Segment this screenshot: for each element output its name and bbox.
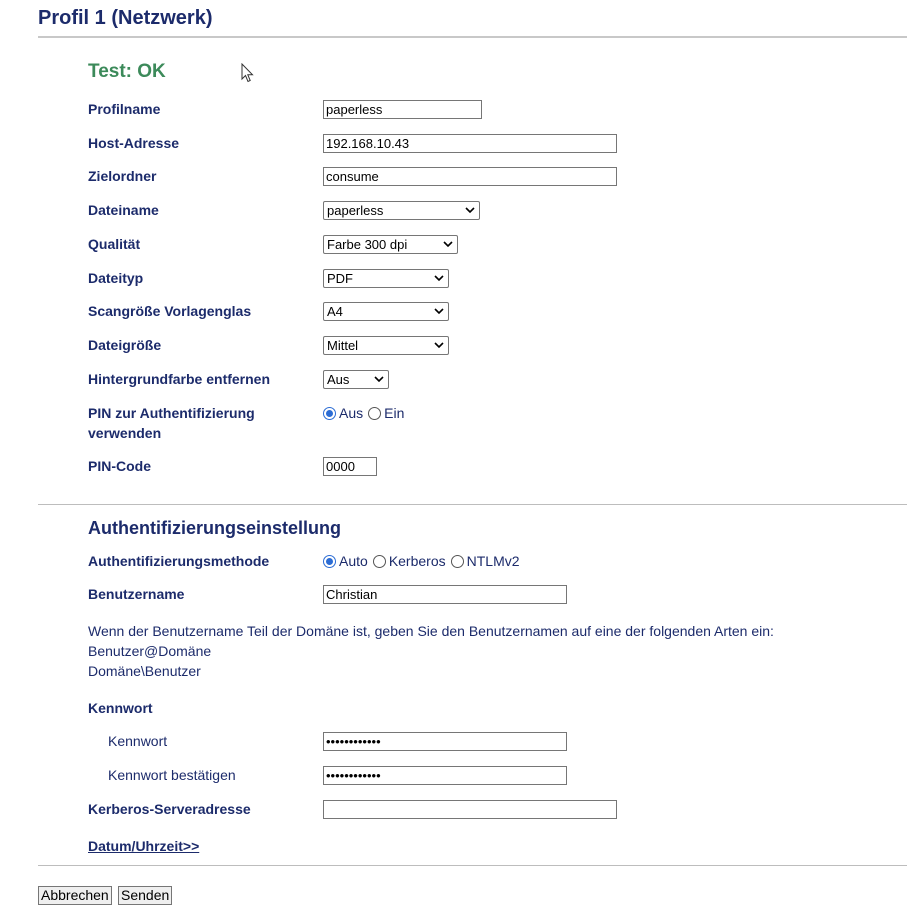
- dateiname-label: Dateiname: [88, 202, 159, 218]
- datum-uhrzeit-link[interactable]: Datum/Uhrzeit>>: [88, 838, 200, 854]
- cancel-button[interactable]: Abbrechen: [38, 886, 112, 905]
- kennwort-bestaetigen-label: Kennwort bestätigen: [108, 767, 236, 783]
- auth-method-option-kerberos-label: Kerberos: [388, 553, 446, 569]
- kennwort-input[interactable]: [323, 732, 567, 751]
- pin-auth-option-aus[interactable]: [323, 403, 363, 423]
- pin-code-label: PIN-Code: [88, 458, 151, 474]
- chevron-down-icon: [434, 342, 444, 349]
- chevron-down-icon: [465, 207, 475, 214]
- section-divider: [38, 504, 907, 505]
- pin-auth-radio-group: [323, 403, 409, 423]
- benutzername-label: Benutzername: [88, 586, 185, 602]
- zielordner-input[interactable]: [323, 167, 617, 186]
- radio-selected-icon[interactable]: [323, 555, 336, 568]
- dateiname-value: paperless: [327, 203, 384, 218]
- qualitaet-label: Qualität: [88, 236, 141, 252]
- scangroesse-select[interactable]: [323, 302, 449, 321]
- zielordner-label: Zielordner: [88, 168, 157, 184]
- pin-code-input[interactable]: [323, 457, 377, 476]
- dateityp-select[interactable]: [323, 269, 449, 288]
- pin-auth-option-ein[interactable]: [368, 403, 404, 423]
- auth-method-option-kerberos[interactable]: [373, 551, 446, 571]
- chevron-down-icon: [374, 376, 384, 383]
- auth-section-title: Authentifizierungseinstellung: [88, 518, 342, 538]
- dateigroesse-select[interactable]: [323, 336, 449, 355]
- profilname-label: Profilname: [88, 101, 161, 117]
- pin-auth-label: [88, 403, 255, 443]
- radio-unselected-icon[interactable]: [373, 555, 386, 568]
- radio-selected-icon[interactable]: [323, 407, 336, 420]
- kerberos-server-label: Kerberos-Serveradresse: [88, 801, 251, 817]
- username-format-1: Benutzer@Domäne: [88, 643, 212, 659]
- chevron-down-icon: [443, 241, 453, 248]
- scangroesse-label: Scangröße Vorlagenglas: [88, 303, 252, 319]
- kennwort-bestaetigen-input[interactable]: [323, 766, 567, 785]
- auth-method-option-auto-label: Auto: [339, 553, 368, 569]
- pin-auth-label-line1: PIN zur Authentifizierung: [88, 405, 255, 421]
- profilname-input[interactable]: [323, 100, 482, 119]
- radio-unselected-icon[interactable]: [368, 407, 381, 420]
- chevron-down-icon: [434, 275, 444, 282]
- pin-auth-option-aus-label: Aus: [339, 405, 364, 421]
- username-info-text: Wenn der Benutzername Teil der Domäne ist, geben Sie den Benutzernamen auf eine der folgenden Arten ein:: [88, 623, 774, 639]
- header-divider: [38, 36, 907, 38]
- dateityp-label: Dateityp: [88, 270, 144, 286]
- host-label: Host-Adresse: [88, 135, 180, 151]
- kennwort-label: Kennwort: [108, 733, 168, 749]
- submit-button[interactable]: Senden: [118, 886, 172, 905]
- dateigroesse-label: Dateigröße: [88, 337, 162, 353]
- dateigroesse-value: Mittel: [327, 338, 359, 353]
- footer-divider: [38, 865, 907, 866]
- mouse-cursor-icon: [241, 63, 255, 83]
- scangroesse-value: A4: [327, 304, 343, 319]
- chevron-down-icon: [434, 308, 444, 315]
- auth-method-option-ntlmv2-label: NTLMv2: [466, 553, 520, 569]
- auth-method-option-auto[interactable]: [323, 551, 368, 571]
- hintergrund-select[interactable]: [323, 370, 389, 389]
- hintergrund-label: Hintergrundfarbe entfernen: [88, 371, 271, 387]
- qualitaet-value: Farbe 300 dpi: [327, 237, 408, 252]
- host-input[interactable]: [323, 134, 617, 153]
- auth-method-radio-group: [323, 551, 525, 571]
- kennwort-heading: Kennwort: [88, 700, 153, 716]
- auth-method-option-ntlmv2[interactable]: [451, 551, 520, 571]
- username-format-2: Domäne\Benutzer: [88, 663, 201, 679]
- dateityp-value: PDF: [327, 271, 353, 286]
- auth-method-label: Authentifizierungsmethode: [88, 553, 270, 569]
- page-title: Profil 1 (Netzwerk): [38, 7, 213, 29]
- pin-auth-option-ein-label: Ein: [384, 405, 405, 421]
- hintergrund-value: Aus: [327, 372, 350, 387]
- kerberos-server-input[interactable]: [323, 800, 617, 819]
- qualitaet-select[interactable]: [323, 235, 458, 254]
- pin-auth-label-line2: verwenden: [88, 425, 162, 441]
- dateiname-select[interactable]: [323, 201, 480, 220]
- radio-unselected-icon[interactable]: [451, 555, 464, 568]
- test-status: Test: OK: [88, 61, 166, 82]
- benutzername-input[interactable]: [323, 585, 567, 604]
